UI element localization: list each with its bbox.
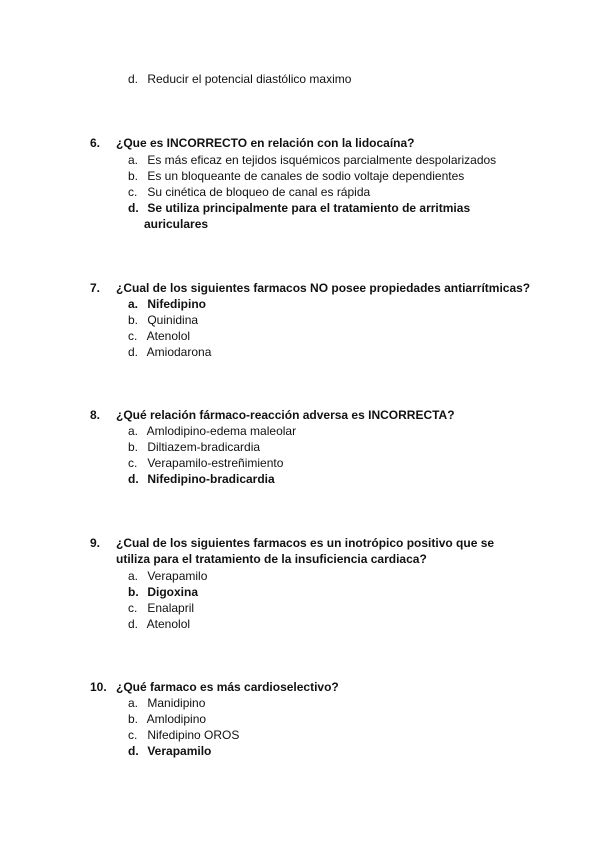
option-text: Reducir el potencial diastólico maximo [147, 72, 352, 86]
q8-option-c [128, 455, 548, 471]
question-text: ¿Cual de los siguientes farmacos es un inotrópico positivo que se [116, 536, 495, 550]
option-text: Verapamilo-estreñimiento [147, 456, 284, 470]
option-letter: d. [128, 472, 139, 486]
q7-option-b [128, 312, 548, 328]
q6-option-c [128, 184, 548, 200]
option-text: Amlodipino-edema maleolar [146, 424, 297, 438]
q5-option-d [128, 71, 548, 87]
option-text: Manidipino [147, 696, 206, 710]
option-letter: d. [128, 201, 139, 215]
option-text: Atenolol [146, 617, 191, 631]
option-letter: c. [128, 185, 138, 199]
option-text: Atenolol [146, 329, 191, 343]
q7-option-a [128, 296, 548, 312]
q6-option-d-continuation: auriculares [144, 217, 209, 231]
option-letter: d. [128, 72, 139, 86]
q6-option-d [128, 200, 548, 216]
option-letter: b. [128, 440, 139, 454]
option-letter: c. [128, 601, 138, 615]
option-letter: b. [128, 169, 139, 183]
q9-option-c [128, 600, 548, 616]
option-letter: d. [128, 744, 139, 758]
question-text: ¿Qué farmaco es más cardioselectivo? [116, 680, 339, 694]
question-text: ¿Cual de los siguientes farmacos NO posee propiedades antiarrítmicas? [116, 281, 531, 295]
question-9 [90, 535, 540, 552]
option-text: Amlodipino [146, 712, 207, 726]
question-10 [90, 679, 540, 696]
q9-option-d [128, 616, 548, 632]
question-number: 8. [90, 408, 101, 422]
option-letter: b. [128, 585, 139, 599]
option-text: Su cinética de bloqueo de canal es rápida [147, 185, 371, 199]
option-letter: c. [128, 329, 138, 343]
option-text: Verapamilo [147, 569, 208, 583]
option-letter: d. [128, 617, 139, 631]
question-number: 9. [90, 536, 101, 550]
option-letter: b. [128, 313, 139, 327]
q8-option-d [128, 471, 548, 487]
q8-option-b [128, 439, 548, 455]
option-text: Nifedipino-bradicardia [147, 472, 275, 486]
option-text: Amiodarona [146, 345, 212, 359]
q7-option-c [128, 328, 548, 344]
option-text: Enalapril [147, 601, 195, 615]
q9-option-a [128, 568, 548, 584]
question-number: 6. [90, 136, 101, 150]
question-number: 7. [90, 281, 101, 295]
option-text: Digoxina [147, 585, 199, 599]
option-letter: a. [128, 153, 139, 167]
option-letter: a. [128, 424, 139, 438]
q10-option-d [128, 743, 548, 759]
option-letter: d. [128, 345, 139, 359]
option-text: Es un bloqueante de canales de sodio voltaje dependientes [147, 169, 465, 183]
option-text: Es más eficaz en tejidos isquémicos parcialmente despolarizados [147, 153, 497, 167]
question-7 [90, 280, 540, 297]
option-letter: b. [128, 712, 139, 726]
option-letter: a. [128, 297, 139, 311]
question-8 [90, 407, 540, 424]
option-letter: c. [128, 456, 138, 470]
option-letter: a. [128, 569, 139, 583]
q6-option-a [128, 152, 548, 168]
q10-option-b [128, 711, 548, 727]
q10-option-a [128, 695, 548, 711]
q10-option-c [128, 727, 548, 743]
question-number: 10. [90, 680, 107, 694]
q7-option-d [128, 344, 548, 360]
question-text: ¿Que es INCORRECTO en relación con la lidocaína? [116, 136, 415, 150]
question-6 [90, 135, 540, 152]
option-letter: c. [128, 728, 138, 742]
option-text: Diltiazem-bradicardia [147, 440, 261, 454]
option-text: Quinidina [147, 313, 199, 327]
option-text: Verapamilo [147, 744, 212, 758]
option-text: Nifedipino [147, 297, 207, 311]
q8-option-a [128, 423, 548, 439]
question-text: ¿Qué relación fármaco-reacción adversa es INCORRECTA? [116, 408, 455, 422]
q6-option-b [128, 168, 548, 184]
option-letter: a. [128, 696, 139, 710]
option-text: Se utiliza principalmente para el tratamiento de arritmias [147, 201, 471, 215]
option-text: Nifedipino OROS [147, 728, 240, 742]
q9-option-b [128, 584, 548, 600]
question-9-continuation: utiliza para el tratamiento de la insuficiencia cardiaca? [116, 552, 427, 566]
